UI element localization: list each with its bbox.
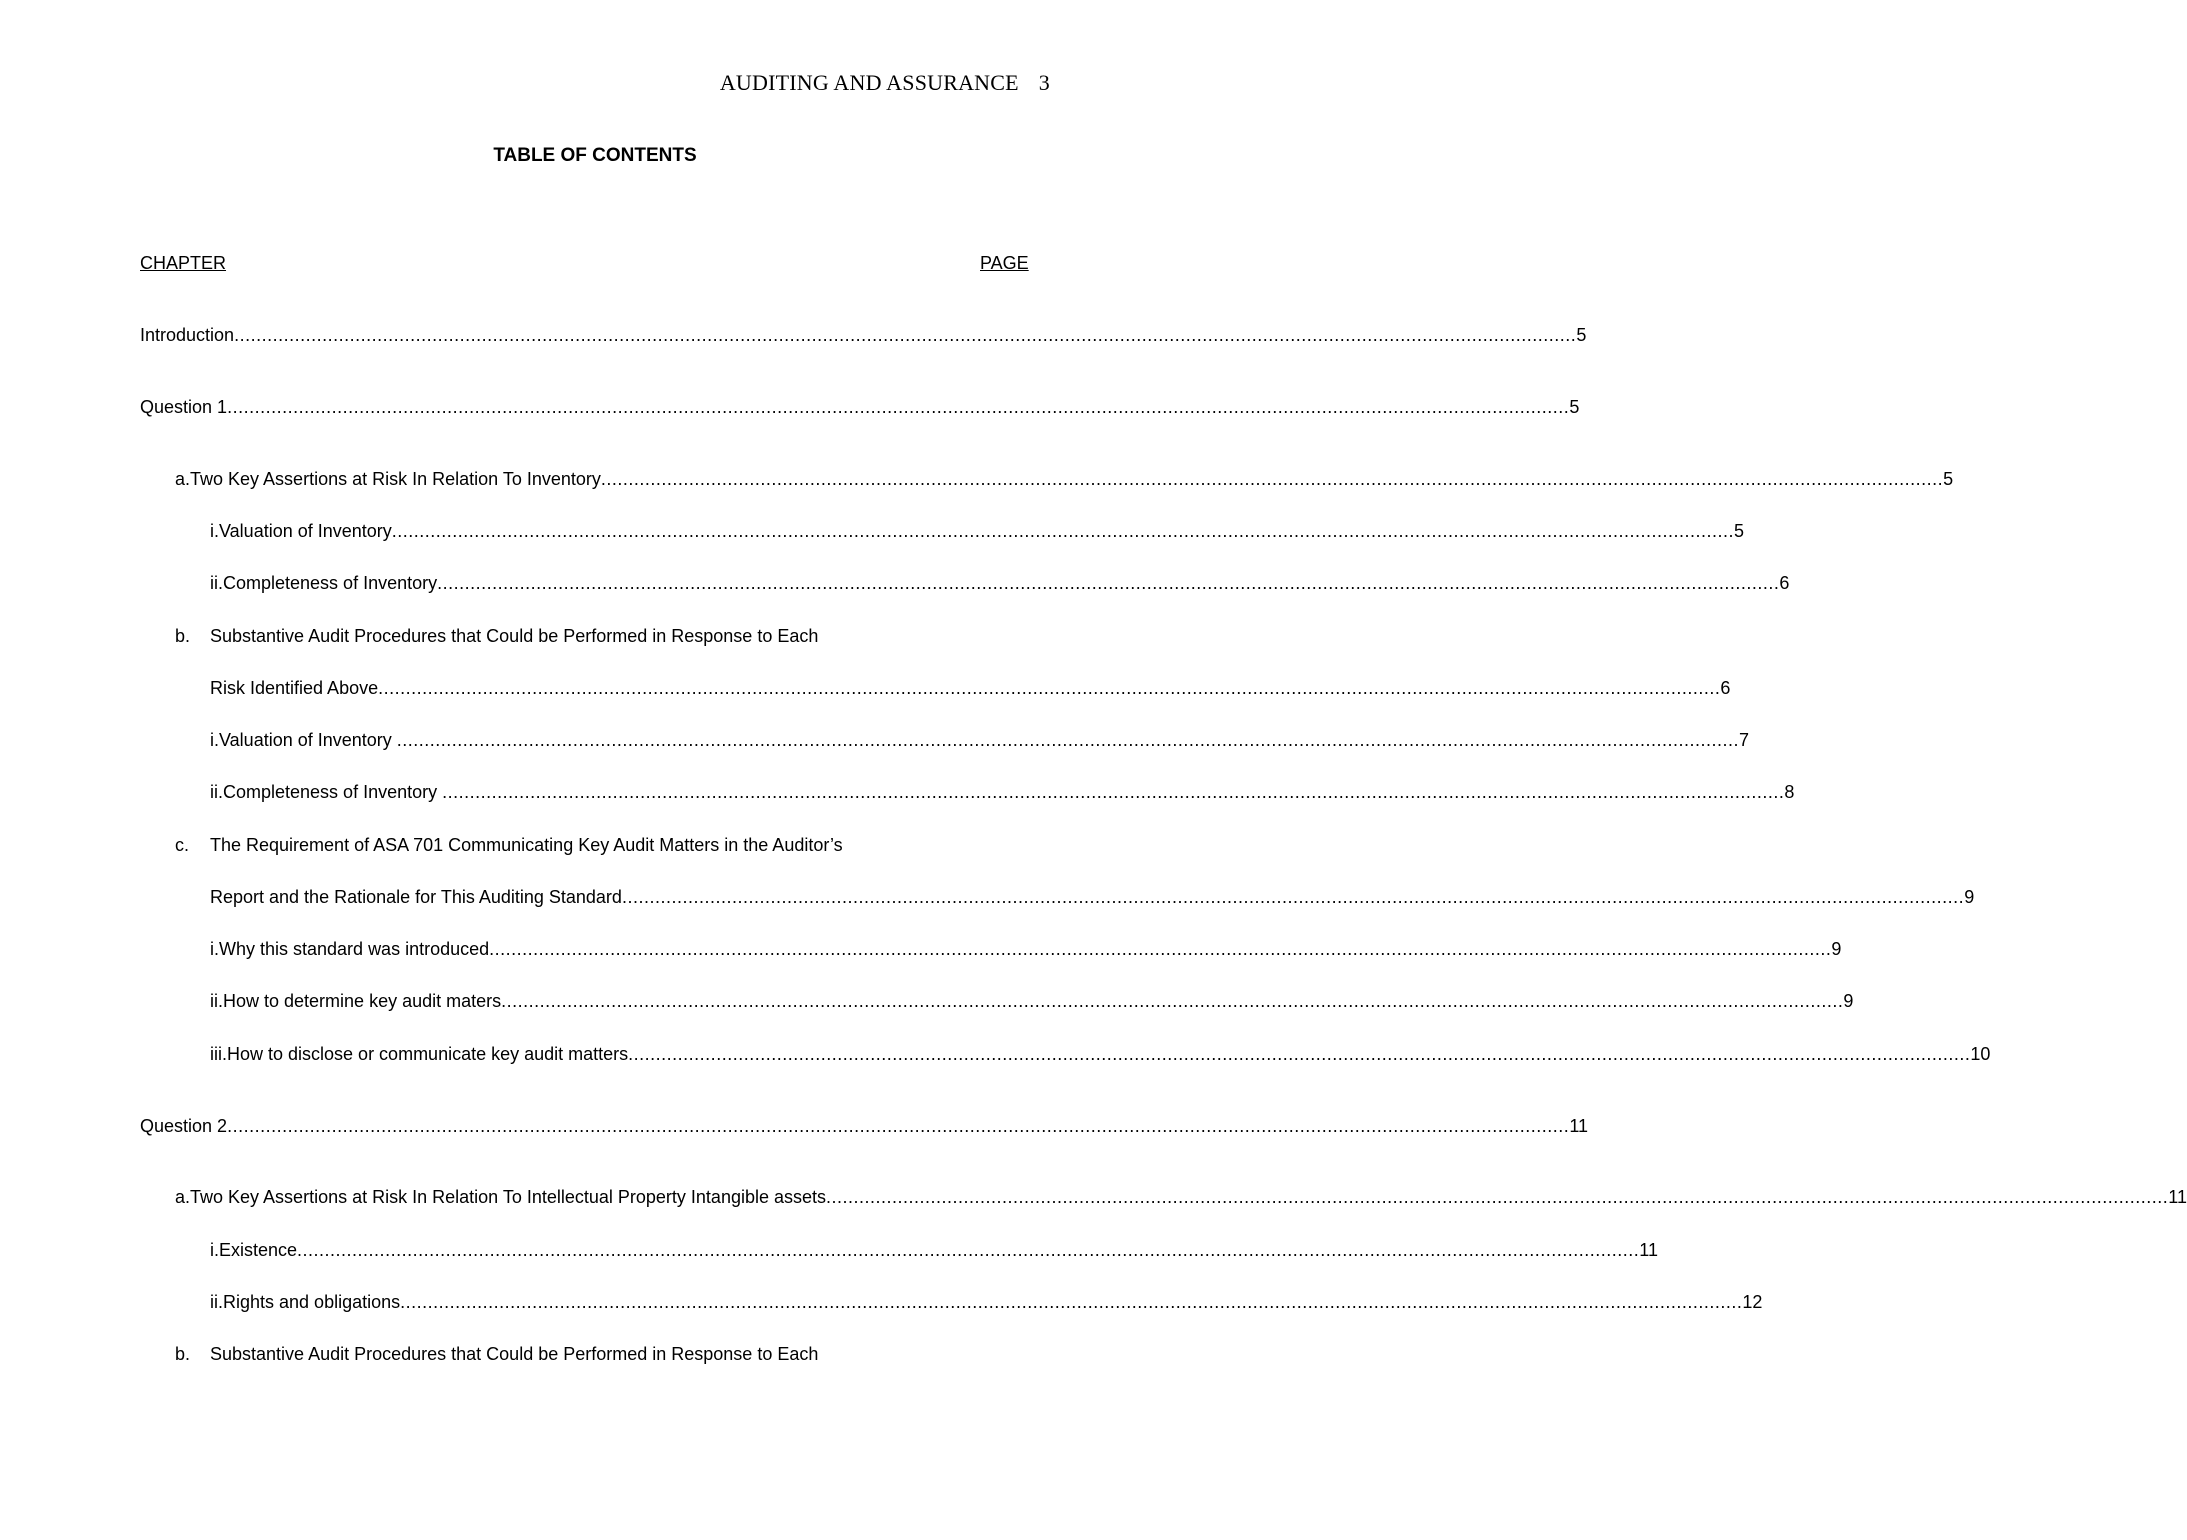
- toc-entry-q2-a-ii[interactable]: [210, 1291, 1763, 1313]
- toc-leader-dots: ....................................................................................................................................................................................................................................................: [391, 521, 1735, 541]
- toc-entry-q1-c-continued[interactable]: [210, 886, 1975, 908]
- toc-entry-text: Rights and obligations: [223, 1292, 401, 1312]
- toc-entry-page: 5: [1576, 325, 1587, 345]
- toc-entry-q2-a-i[interactable]: [210, 1239, 1658, 1261]
- toc-leader-dots: ....................................................................................................................................................................................................................................................: [437, 573, 1780, 593]
- toc-entry-marker: i.: [210, 1240, 219, 1260]
- toc-entry-text: Question 1: [140, 397, 228, 417]
- toc-entry-question-1[interactable]: [140, 396, 1580, 418]
- toc-leader-dots: ....................................................................................................................................................................................................................................................: [378, 678, 1721, 698]
- toc-entry-page: 6: [1779, 573, 1790, 593]
- toc-entry-text: Risk Identified Above: [210, 678, 379, 698]
- toc-entry-q1-b[interactable]: [175, 625, 818, 647]
- toc-entry-marker: iii.: [210, 1044, 227, 1064]
- toc-leader-dots: ....................................................................................................................................................................................................................................................: [628, 1044, 1971, 1064]
- toc-leader-dots: ....................................................................................................................................................................................................................................................: [227, 397, 1570, 417]
- toc-title: TABLE OF CONTENTS: [493, 145, 697, 166]
- toc-entry-text: Substantive Audit Procedures that Could be Performed in Response to Each: [210, 1344, 819, 1364]
- toc-entry-marker: ii.: [210, 1292, 223, 1312]
- toc-entry-page: 5: [1734, 521, 1745, 541]
- toc-entry-page: 8: [1784, 782, 1795, 802]
- toc-entry-text: Completeness of Inventory: [223, 782, 443, 802]
- toc-entry-q1-b-i[interactable]: [210, 729, 1750, 751]
- toc-entry-q1-a-ii[interactable]: [210, 572, 1790, 594]
- toc-entry-page: 11: [1639, 1240, 1658, 1260]
- toc-entry-marker: i.: [210, 939, 219, 959]
- toc-entry-text: Question 2: [140, 1116, 228, 1136]
- toc-entry-marker: a.: [175, 1187, 191, 1207]
- toc-entry-text: Two Key Assertions at Risk In Relation To Inventory: [190, 469, 601, 489]
- toc-entry-text: Why this standard was introduced: [219, 939, 490, 959]
- toc-entry-marker: ii.: [210, 991, 223, 1011]
- toc-entry-introduction[interactable]: [140, 324, 1587, 346]
- toc-entry-marker: i.: [210, 730, 219, 750]
- toc-leader-dots: ....................................................................................................................................................................................................................................................: [489, 939, 1832, 959]
- toc-leader-dots: ....................................................................................................................................................................................................................................................: [442, 782, 1785, 802]
- toc-entry-page: 10: [1970, 1044, 1991, 1064]
- toc-entry-q1-c[interactable]: [175, 834, 843, 856]
- toc-entry-marker: a.: [175, 469, 191, 489]
- toc-entry-text: Introduction: [140, 325, 235, 345]
- toc-entry-page: 7: [1739, 730, 1750, 750]
- toc-entry-text: Substantive Audit Procedures that Could be Performed in Response to Each: [210, 626, 819, 646]
- toc-entry-text: Valuation of Inventory: [219, 521, 392, 541]
- toc-entry-page: 5: [1569, 397, 1580, 417]
- toc-entry-q1-b-continued[interactable]: [210, 677, 1731, 699]
- toc-entry-text: Completeness of Inventory: [223, 573, 438, 593]
- toc-leader-dots: ....................................................................................................................................................................................................................................................: [826, 1187, 2169, 1207]
- toc-entry-q1-a[interactable]: [175, 468, 1954, 490]
- running-header: [720, 70, 1050, 96]
- toc-leader-dots: ....................................................................................................................................................................................................................................................: [396, 730, 1740, 750]
- toc-leader-dots: ....................................................................................................................................................................................................................................................: [234, 325, 1577, 345]
- toc-entry-marker: c.: [175, 835, 190, 855]
- toc-entry-q1-c-ii[interactable]: [210, 990, 1854, 1012]
- toc-entry-q2-a[interactable]: [175, 1186, 2187, 1208]
- toc-entry-text: Valuation of Inventory: [219, 730, 397, 750]
- toc-entry-page: 9: [1964, 887, 1975, 907]
- toc-leader-dots: ....................................................................................................................................................................................................................................................: [227, 1116, 1570, 1136]
- toc-entry-marker: i.: [210, 521, 219, 541]
- toc-entry-text: Two Key Assertions at Risk In Relation To Intellectual Property Intangible assets: [190, 1187, 827, 1207]
- toc-entry-page: 9: [1831, 939, 1842, 959]
- toc-entry-q1-c-iii[interactable]: [210, 1043, 1991, 1065]
- toc-entry-page: 6: [1720, 678, 1731, 698]
- toc-entry-q1-a-i[interactable]: [210, 520, 1745, 542]
- toc-entry-text: Existence: [219, 1240, 298, 1260]
- page-column-heading: PAGE: [980, 253, 1029, 273]
- toc-entry-text: How to determine key audit maters: [223, 991, 502, 1011]
- toc-leader-dots: ....................................................................................................................................................................................................................................................: [400, 1292, 1743, 1312]
- toc-leader-dots: ....................................................................................................................................................................................................................................................: [600, 469, 1944, 489]
- toc-entry-text: The Requirement of ASA 701 Communicating Key Audit Matters in the Auditor’s: [210, 835, 843, 855]
- toc-entry-marker: ii.: [210, 782, 223, 802]
- toc-leader-dots: ....................................................................................................................................................................................................................................................: [621, 887, 1965, 907]
- toc-entry-page: 11: [1569, 1116, 1588, 1136]
- toc-entry-q2-b[interactable]: [175, 1343, 818, 1365]
- toc-entry-page: 5: [1943, 469, 1954, 489]
- toc-entry-page: 11: [2168, 1187, 2187, 1207]
- running-title: AUDITING AND ASSURANCE: [719, 70, 1019, 95]
- toc-entry-marker: b.: [175, 626, 191, 646]
- chapter-column-heading: CHAPTER: [140, 253, 227, 273]
- toc-entry-question-2[interactable]: [140, 1115, 1588, 1137]
- header-page-number: 3: [1038, 70, 1050, 95]
- toc-entry-marker: ii.: [210, 573, 223, 593]
- toc-entry-marker: b.: [175, 1344, 191, 1364]
- toc-entry-q1-b-ii[interactable]: [210, 781, 1795, 803]
- toc-entry-q1-c-i[interactable]: [210, 938, 1842, 960]
- toc-entry-text: Report and the Rationale for This Auditing Standard: [210, 887, 622, 907]
- toc-leader-dots: ....................................................................................................................................................................................................................................................: [297, 1240, 1640, 1260]
- toc-entry-page: 12: [1742, 1292, 1763, 1312]
- toc-entry-page: 9: [1843, 991, 1854, 1011]
- toc-entry-text: How to disclose or communicate key audit matters: [227, 1044, 629, 1064]
- toc-leader-dots: ....................................................................................................................................................................................................................................................: [501, 991, 1844, 1011]
